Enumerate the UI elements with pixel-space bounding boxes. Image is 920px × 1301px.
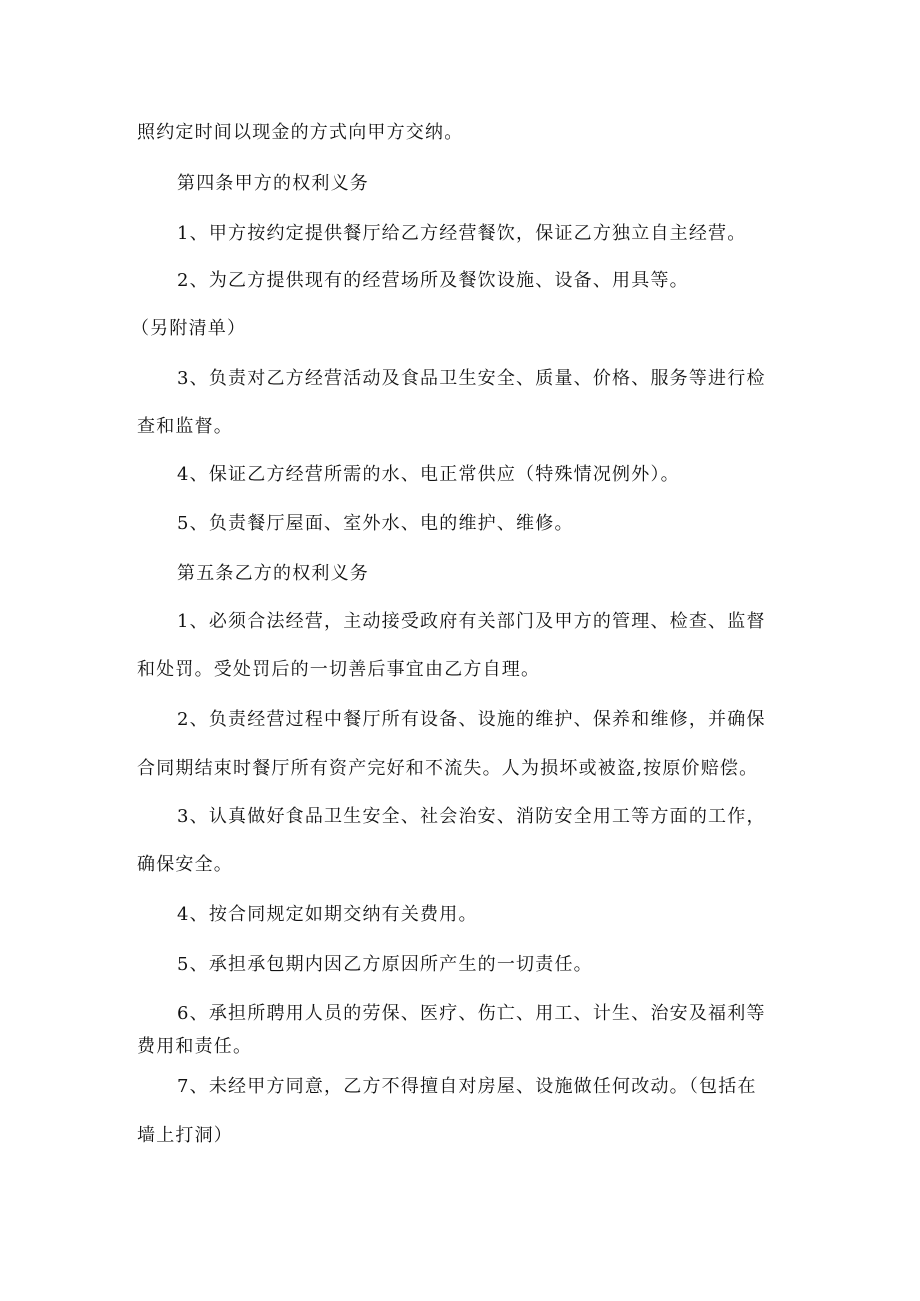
clause-4-1: 1、甲方按约定提供餐厅给乙方经营餐饮，保证乙方独立自主经营。 (177, 223, 747, 244)
clause-4-4: 4、保证乙方经营所需的水、电正常供应（特殊情况例外）。 (177, 464, 680, 485)
clause-5-1: 1、必须合法经营，主动接受政府有关部门及甲方的管理、检查、监督 (177, 611, 766, 632)
clause-5-7-continued: 墙上打洞） (137, 1125, 233, 1146)
clause-4-2: 2、为乙方提供现有的经营场所及餐饮设施、设备、用具等。 (177, 270, 689, 291)
clause-5-7: 7、未经甲方同意，乙方不得擅自对房屋、设施做任何改动。（包括在 (177, 1076, 757, 1097)
clause-5-6: 6、承担所聘用人员的劳保、医疗、伤亡、用工、计生、治安及福利等 (177, 1003, 766, 1024)
clause-5-6-continued: 费用和责任。 (137, 1036, 253, 1057)
clause-5-2-continued: 合同期结束时餐厅所有资产完好和不流失。人为损坏或被盗,按原价赔偿。 (137, 758, 759, 779)
clause-4-3-continued: 查和监督。 (137, 416, 233, 437)
body-text-line: 照约定时间以现金的方式向甲方交纳。 (137, 122, 464, 143)
clause-5-2: 2、负责经营过程中餐厅所有设备、设施的维护、保养和维修，并确保 (177, 709, 766, 730)
clause-4-2-note: （另附清单） (131, 318, 247, 339)
clause-5-3: 3、认真做好食品卫生安全、社会治安、消防安全用工等方面的工作， (177, 806, 766, 827)
clause-5-3-continued: 确保安全。 (137, 854, 233, 875)
clause-5-4: 4、按合同规定如期交纳有关费用。 (177, 904, 478, 925)
clause-5-1-continued: 和处罚。受处罚后的一切善后事宜由乙方自理。 (137, 659, 541, 680)
section-heading-5: 第五条乙方的权利义务 (177, 563, 369, 584)
section-heading-4: 第四条甲方的权利义务 (177, 173, 369, 194)
clause-4-3: 3、负责对乙方经营活动及食品卫生安全、质量、价格、服务等进行检 (177, 368, 766, 389)
clause-5-5: 5、承担承包期内因乙方原因所产生的一切责任。 (177, 954, 593, 975)
clause-4-5: 5、负责餐厅屋面、室外水、电的维护、维修。 (177, 513, 574, 534)
